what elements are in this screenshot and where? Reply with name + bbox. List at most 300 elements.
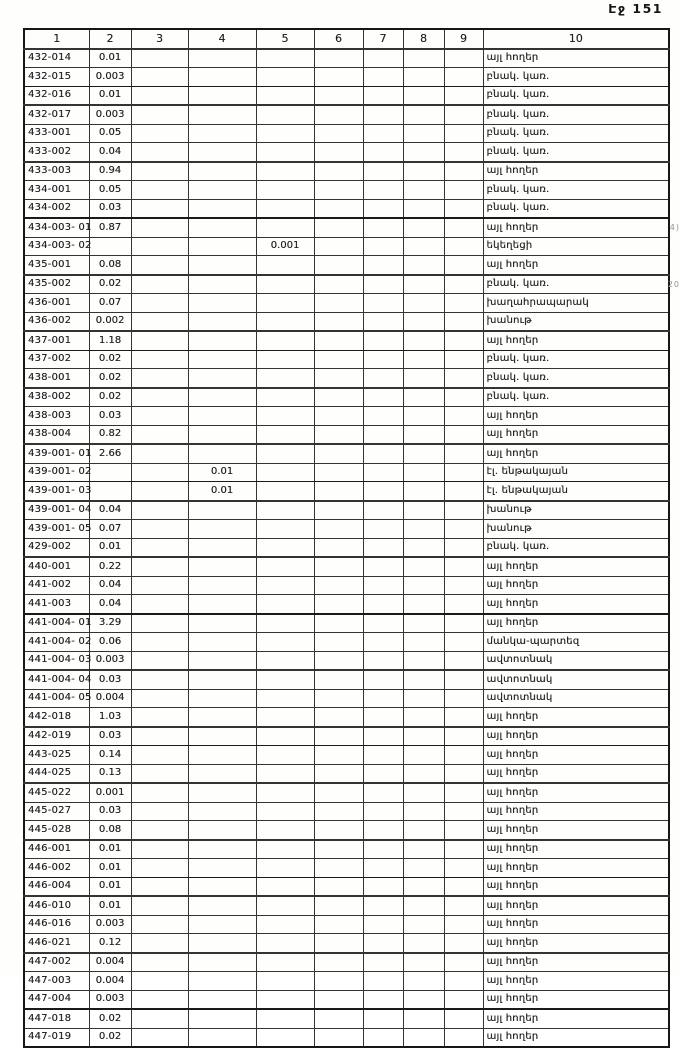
table-row (24, 425, 669, 444)
cell-col-9 (444, 256, 483, 275)
cell-col-1: 438-002 (24, 388, 89, 407)
cell-col-3 (131, 1028, 188, 1047)
cell-col-10: եկեղեցի (483, 237, 669, 256)
cell-col-4 (188, 764, 256, 783)
cell-col-8 (403, 407, 444, 426)
cell-col-8 (403, 896, 444, 915)
margin-annotation: 20 (667, 280, 680, 289)
cell-col-10: բնակ. կառ. (483, 538, 669, 557)
cell-col-1: 447-018 (24, 1009, 89, 1028)
cell-col-6 (314, 68, 363, 87)
cell-col-7 (363, 463, 403, 482)
cell-col-2: 0.22 (89, 557, 131, 576)
table-row (24, 181, 669, 200)
table-row (24, 990, 669, 1009)
cell-col-6 (314, 444, 363, 463)
cell-col-7 (363, 407, 403, 426)
cell-col-2: 0.003 (89, 990, 131, 1009)
cell-col-9 (444, 86, 483, 105)
cell-col-9 (444, 369, 483, 388)
cell-col-9 (444, 49, 483, 68)
cell-col-6 (314, 727, 363, 746)
cell-col-1: 441-004- 01 (24, 614, 89, 633)
cell-col-4 (188, 557, 256, 576)
cell-col-1: 446-004 (24, 877, 89, 896)
cell-col-4 (188, 425, 256, 444)
cell-col-7 (363, 990, 403, 1009)
table-row (24, 256, 669, 275)
cell-col-9 (444, 595, 483, 614)
table-row (24, 501, 669, 520)
cell-col-9 (444, 764, 483, 783)
cell-col-3 (131, 350, 188, 369)
table-row (24, 444, 669, 463)
cell-col-3 (131, 896, 188, 915)
cell-col-1: 434-001 (24, 181, 89, 200)
cell-col-6 (314, 162, 363, 181)
cell-col-5 (256, 689, 314, 708)
cell-col-7 (363, 369, 403, 388)
cell-col-5 (256, 972, 314, 991)
cell-col-7 (363, 294, 403, 313)
cell-col-4 (188, 501, 256, 520)
cell-col-4 (188, 444, 256, 463)
cell-col-2: 0.004 (89, 972, 131, 991)
cell-col-10: ավտոտնակ (483, 689, 669, 708)
cell-col-4 (188, 275, 256, 294)
cell-col-1: 434-002 (24, 199, 89, 218)
cell-col-4 (188, 651, 256, 670)
cell-col-7 (363, 482, 403, 501)
cell-col-10: այլ հողեր (483, 896, 669, 915)
cell-col-2: 0.03 (89, 407, 131, 426)
cell-col-1: 445-027 (24, 802, 89, 821)
cell-col-1: 432-015 (24, 68, 89, 87)
cell-col-9 (444, 350, 483, 369)
cell-col-6 (314, 557, 363, 576)
cell-col-3 (131, 237, 188, 256)
cell-col-5 (256, 746, 314, 765)
cell-col-2: 0.01 (89, 877, 131, 896)
cell-col-8 (403, 802, 444, 821)
table-row (24, 576, 669, 595)
cell-col-6 (314, 482, 363, 501)
cell-col-6 (314, 953, 363, 972)
cell-col-8 (403, 633, 444, 652)
cell-col-10: այլ հողեր (483, 557, 669, 576)
cell-col-5 (256, 331, 314, 350)
table-row (24, 218, 669, 237)
cell-col-3 (131, 331, 188, 350)
cell-col-3 (131, 783, 188, 802)
cell-col-3 (131, 181, 188, 200)
cell-col-7 (363, 256, 403, 275)
column-header-10: 10 (483, 29, 669, 49)
cell-col-8 (403, 727, 444, 746)
cell-col-6 (314, 746, 363, 765)
table-row (24, 1028, 669, 1047)
cell-col-5 (256, 143, 314, 162)
cell-col-7 (363, 425, 403, 444)
cell-col-4 (188, 670, 256, 689)
cell-col-9 (444, 68, 483, 87)
cell-col-7 (363, 972, 403, 991)
cell-col-10: այլ հողեր (483, 595, 669, 614)
cell-col-8 (403, 369, 444, 388)
cell-col-3 (131, 746, 188, 765)
cell-col-2: 0.12 (89, 934, 131, 953)
cell-col-1: 434-003- 02 (24, 237, 89, 256)
cell-col-3 (131, 821, 188, 840)
cell-col-9 (444, 651, 483, 670)
cell-col-5 (256, 407, 314, 426)
cell-col-6 (314, 49, 363, 68)
column-header-1: 1 (24, 29, 89, 49)
cell-col-4 (188, 953, 256, 972)
table-row (24, 859, 669, 878)
table-row (24, 670, 669, 689)
cell-col-5 (256, 802, 314, 821)
cell-col-4 (188, 689, 256, 708)
table-row (24, 124, 669, 143)
cell-col-5 (256, 162, 314, 181)
cell-col-10: այլ հողեր (483, 708, 669, 727)
cell-col-5 (256, 482, 314, 501)
cell-col-6 (314, 840, 363, 859)
cell-col-8 (403, 444, 444, 463)
table-row (24, 520, 669, 539)
cell-col-8 (403, 651, 444, 670)
cell-col-10: ավտոտնակ (483, 651, 669, 670)
cell-col-2: 0.02 (89, 1009, 131, 1028)
cell-col-6 (314, 331, 363, 350)
cell-col-6 (314, 520, 363, 539)
cell-col-10: խանութ (483, 312, 669, 331)
cell-col-3 (131, 482, 188, 501)
cell-col-4 (188, 614, 256, 633)
table-row (24, 934, 669, 953)
cell-col-8 (403, 312, 444, 331)
cell-col-9 (444, 727, 483, 746)
cell-col-4 (188, 990, 256, 1009)
cell-col-9 (444, 1028, 483, 1047)
cell-col-2: 0.003 (89, 651, 131, 670)
cell-col-10: էլ. ենթակայան (483, 463, 669, 482)
cell-col-4 (188, 68, 256, 87)
cell-col-9 (444, 708, 483, 727)
cell-col-6 (314, 1009, 363, 1028)
cell-col-4 (188, 369, 256, 388)
cell-col-5 (256, 670, 314, 689)
cell-col-4 (188, 915, 256, 934)
cell-col-7 (363, 1028, 403, 1047)
cell-col-5 (256, 764, 314, 783)
cell-col-2: 0.06 (89, 633, 131, 652)
table-row (24, 275, 669, 294)
cell-col-7 (363, 896, 403, 915)
cell-col-3 (131, 990, 188, 1009)
cell-col-9 (444, 331, 483, 350)
cell-col-5 (256, 275, 314, 294)
cell-col-2: 0.13 (89, 764, 131, 783)
cell-col-8 (403, 388, 444, 407)
cell-col-9 (444, 538, 483, 557)
cell-col-3 (131, 86, 188, 105)
cell-col-8 (403, 331, 444, 350)
cell-col-3 (131, 49, 188, 68)
cell-col-5 (256, 68, 314, 87)
cell-col-4 (188, 312, 256, 331)
cell-col-1: 429-002 (24, 538, 89, 557)
cell-col-2: 0.01 (89, 859, 131, 878)
cell-col-5 (256, 501, 314, 520)
cell-col-2: 0.05 (89, 181, 131, 200)
cell-col-7 (363, 105, 403, 124)
cell-col-5 (256, 350, 314, 369)
cell-col-5 (256, 840, 314, 859)
cell-col-9 (444, 896, 483, 915)
cell-col-10: այլ հողեր (483, 1028, 669, 1047)
cell-col-10: ավտոտնակ (483, 670, 669, 689)
cell-col-3 (131, 463, 188, 482)
cell-col-8 (403, 1028, 444, 1047)
table-row (24, 463, 669, 482)
cell-col-10: այլ հողեր (483, 915, 669, 934)
table-row (24, 633, 669, 652)
cell-col-3 (131, 670, 188, 689)
cell-col-7 (363, 557, 403, 576)
cell-col-8 (403, 49, 444, 68)
cell-col-7 (363, 312, 403, 331)
cell-col-8 (403, 350, 444, 369)
cell-col-7 (363, 86, 403, 105)
table-row (24, 331, 669, 350)
cell-col-6 (314, 1028, 363, 1047)
cell-col-5 (256, 105, 314, 124)
cell-col-6 (314, 86, 363, 105)
cell-col-9 (444, 1009, 483, 1028)
cell-col-8 (403, 68, 444, 87)
cell-col-7 (363, 633, 403, 652)
cell-col-2: 0.01 (89, 538, 131, 557)
cell-col-8 (403, 199, 444, 218)
cell-col-5 (256, 896, 314, 915)
cell-col-2: 0.08 (89, 821, 131, 840)
cell-col-4 (188, 181, 256, 200)
cell-col-4 (188, 388, 256, 407)
cell-col-5 (256, 576, 314, 595)
cell-col-8 (403, 463, 444, 482)
cell-col-6 (314, 576, 363, 595)
cell-col-7 (363, 162, 403, 181)
cell-col-6 (314, 633, 363, 652)
cell-col-10: բնակ. կառ. (483, 86, 669, 105)
cell-col-4 (188, 124, 256, 143)
cell-col-9 (444, 783, 483, 802)
cell-col-1: 444-025 (24, 764, 89, 783)
cell-col-6 (314, 670, 363, 689)
table-row (24, 614, 669, 633)
cell-col-5: 0.001 (256, 237, 314, 256)
cell-col-1: 446-021 (24, 934, 89, 953)
cell-col-8 (403, 105, 444, 124)
cell-col-5 (256, 312, 314, 331)
cell-col-4 (188, 218, 256, 237)
cell-col-3 (131, 124, 188, 143)
cell-col-9 (444, 143, 483, 162)
cell-col-7 (363, 275, 403, 294)
cell-col-1: 445-022 (24, 783, 89, 802)
cell-col-8 (403, 595, 444, 614)
cell-col-7 (363, 746, 403, 765)
cell-col-10: այլ հողեր (483, 859, 669, 878)
cell-col-10: այլ հողեր (483, 802, 669, 821)
cell-col-6 (314, 256, 363, 275)
cell-col-6 (314, 425, 363, 444)
cell-col-8 (403, 953, 444, 972)
cell-col-2: 0.01 (89, 840, 131, 859)
cell-col-9 (444, 218, 483, 237)
cell-col-3 (131, 162, 188, 181)
cell-col-4 (188, 331, 256, 350)
cell-col-2: 0.04 (89, 576, 131, 595)
cell-col-3 (131, 972, 188, 991)
cell-col-4 (188, 1009, 256, 1028)
cell-col-10: բնակ. կառ. (483, 68, 669, 87)
cell-col-2: 0.87 (89, 218, 131, 237)
cell-col-10: այլ հողեր (483, 256, 669, 275)
cell-col-6 (314, 143, 363, 162)
cell-col-3 (131, 256, 188, 275)
cell-col-8 (403, 821, 444, 840)
cell-col-10: խաղահրապարակ (483, 294, 669, 313)
cell-col-8 (403, 162, 444, 181)
table-row (24, 237, 669, 256)
cell-col-4 (188, 877, 256, 896)
cell-col-8 (403, 275, 444, 294)
cell-col-8 (403, 764, 444, 783)
cell-col-10: բնակ. կառ. (483, 369, 669, 388)
cell-col-1: 447-003 (24, 972, 89, 991)
cell-col-2: 0.01 (89, 49, 131, 68)
cell-col-1: 442-019 (24, 727, 89, 746)
cell-col-10: այլ հողեր (483, 49, 669, 68)
cell-col-3 (131, 369, 188, 388)
cell-col-5 (256, 877, 314, 896)
cell-col-7 (363, 840, 403, 859)
page-number-label: Էջ 151 (608, 1, 663, 16)
table-row (24, 802, 669, 821)
cell-col-9 (444, 105, 483, 124)
cell-col-9 (444, 124, 483, 143)
cell-col-6 (314, 407, 363, 426)
cell-col-8 (403, 181, 444, 200)
cell-col-8 (403, 915, 444, 934)
cell-col-9 (444, 482, 483, 501)
cell-col-6 (314, 388, 363, 407)
cell-col-6 (314, 821, 363, 840)
column-header-9: 9 (444, 29, 483, 49)
cell-col-6 (314, 105, 363, 124)
table-row (24, 877, 669, 896)
cell-col-10: բնակ. կառ. (483, 181, 669, 200)
cell-col-4 (188, 1028, 256, 1047)
cell-col-10: բնակ. կառ. (483, 275, 669, 294)
cell-col-5 (256, 915, 314, 934)
cell-col-5 (256, 953, 314, 972)
cell-col-4 (188, 143, 256, 162)
cell-col-7 (363, 783, 403, 802)
cell-col-6 (314, 237, 363, 256)
cell-col-8 (403, 124, 444, 143)
cell-col-4: 0.01 (188, 463, 256, 482)
cell-col-7 (363, 802, 403, 821)
cell-col-9 (444, 388, 483, 407)
column-header-8: 8 (403, 29, 444, 49)
cell-col-1: 439-001- 02 (24, 463, 89, 482)
cell-col-7 (363, 859, 403, 878)
cell-col-1: 446-016 (24, 915, 89, 934)
cell-col-1: 447-002 (24, 953, 89, 972)
table-row (24, 595, 669, 614)
cell-col-1: 439-001- 05 (24, 520, 89, 539)
cell-col-1: 447-004 (24, 990, 89, 1009)
cell-col-7 (363, 49, 403, 68)
cell-col-9 (444, 463, 483, 482)
cell-col-1: 447-019 (24, 1028, 89, 1047)
cell-col-7 (363, 764, 403, 783)
cell-col-9 (444, 746, 483, 765)
cell-col-7 (363, 727, 403, 746)
cell-col-10: խանութ (483, 501, 669, 520)
cell-col-2 (89, 482, 131, 501)
cell-col-7 (363, 143, 403, 162)
cell-col-5 (256, 859, 314, 878)
cell-col-8 (403, 934, 444, 953)
cell-col-3 (131, 199, 188, 218)
cell-col-5 (256, 294, 314, 313)
cell-col-4 (188, 294, 256, 313)
table-row (24, 162, 669, 181)
table-row (24, 840, 669, 859)
cell-col-8 (403, 1009, 444, 1028)
cell-col-9 (444, 614, 483, 633)
cell-col-2: 0.003 (89, 915, 131, 934)
cell-col-10: այլ հողեր (483, 821, 669, 840)
cell-col-1: 438-004 (24, 425, 89, 444)
table-row (24, 369, 669, 388)
cell-col-3 (131, 840, 188, 859)
table-row (24, 482, 669, 501)
cell-col-6 (314, 595, 363, 614)
cell-col-2: 0.004 (89, 689, 131, 708)
cell-col-5 (256, 520, 314, 539)
cell-col-6 (314, 651, 363, 670)
cell-col-5 (256, 369, 314, 388)
table-body (24, 49, 669, 1048)
cell-col-2: 0.003 (89, 68, 131, 87)
cell-col-8 (403, 520, 444, 539)
cell-col-2: 0.07 (89, 294, 131, 313)
cell-col-6 (314, 689, 363, 708)
cell-col-8 (403, 840, 444, 859)
cell-col-7 (363, 1009, 403, 1028)
table-row (24, 105, 669, 124)
cell-col-5 (256, 934, 314, 953)
column-header-3: 3 (131, 29, 188, 49)
cell-col-5 (256, 595, 314, 614)
cell-col-9 (444, 915, 483, 934)
